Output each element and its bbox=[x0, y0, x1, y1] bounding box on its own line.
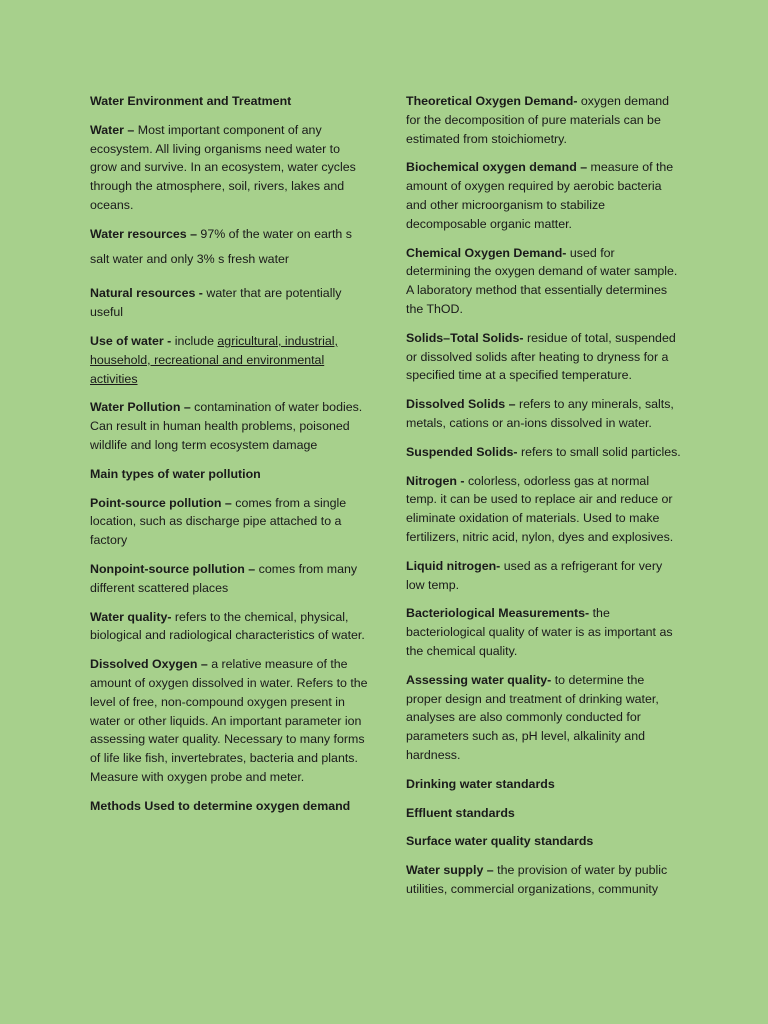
entry-bod bbox=[406, 158, 682, 233]
term-water-resources: Water resources – bbox=[90, 226, 197, 241]
term-nitrogen: Nitrogen - bbox=[406, 473, 465, 488]
entry-water bbox=[90, 121, 370, 215]
term-water-supply: Water supply – bbox=[406, 863, 494, 878]
def-water-supply: the provision of water by public utilities, commercial organizations, community bbox=[406, 863, 668, 896]
def-nitrogen: colorless, odorless gas at normal temp. it can be used to replace air and reduce or eliminate oxidation of materials. Used to make fertilizers, nitric acid, nylon, dyes and explosives. bbox=[406, 473, 674, 544]
term-water-pollution: Water Pollution – bbox=[90, 400, 191, 415]
term-use-of-water: Use of water - bbox=[90, 333, 172, 348]
def-liquid-nitrogen: used as a refrigerant for very low temp. bbox=[406, 558, 663, 592]
entry-water-resources-cont bbox=[90, 250, 370, 269]
def-use-of-water-underlined: agricultural, industrial, household, recreational and environmental activities bbox=[90, 333, 338, 386]
term-dissolved-oxygen: Dissolved Oxygen – bbox=[90, 657, 208, 672]
entry-suspended-solids bbox=[406, 443, 682, 462]
def-point-source: comes from a single location, such as discharge pipe attached to a factory bbox=[90, 495, 347, 548]
entry-bacteriological bbox=[406, 604, 682, 660]
entry-assessing-quality bbox=[406, 671, 682, 765]
term-water-quality: Water quality- bbox=[90, 609, 172, 624]
entry-water-resources bbox=[90, 225, 370, 244]
entry-natural-resources bbox=[90, 284, 370, 322]
term-suspended-solids: Suspended Solids- bbox=[406, 444, 518, 459]
def-dissolved-oxygen: a relative measure of the amount of oxygen dissolved in water. Refers to the level of free, non-compound oxygen present in water or other liquids. An important parameter ion assessing water quality. Necessary to many forms of life like fish, invertebrates, bacteria and plants. Measure with oxygen probe and meter. bbox=[90, 657, 368, 784]
def-total-solids: residue of total, suspended or dissolved solids after heating to dryness for a specified time at a specified temperature. bbox=[406, 330, 676, 383]
right-column bbox=[406, 92, 682, 909]
entry-thod bbox=[406, 92, 682, 148]
heading-main-types: Main types of water pollution bbox=[90, 466, 261, 481]
entry-point-source bbox=[90, 494, 370, 550]
heading-methods: Methods Used to determine oxygen demand bbox=[90, 798, 351, 813]
entry-nonpoint-source bbox=[90, 560, 370, 598]
entry-water-supply bbox=[406, 861, 682, 899]
left-column bbox=[90, 92, 370, 826]
term-thod: Theoretical Oxygen Demand- bbox=[406, 94, 578, 108]
term-total-solids: Solids–Total Solids- bbox=[406, 330, 524, 345]
def-bacteriological: the bacteriological quality of water is as important as the chemical quality. bbox=[406, 606, 673, 658]
term-bod: Biochemical oxygen demand – bbox=[406, 160, 588, 175]
def-water-quality: refers to the chemical, physical, biological and radiological characteristics of water. bbox=[90, 609, 365, 643]
term-nonpoint-source: Nonpoint-source pollution – bbox=[90, 561, 256, 576]
entry-water-pollution bbox=[90, 398, 370, 454]
def-nonpoint-source: comes from many different scattered places bbox=[90, 561, 358, 595]
def-water-resources-cont: salt water and only 3% s fresh water bbox=[90, 251, 290, 266]
def-suspended-solids: refers to small solid particles. bbox=[517, 444, 681, 459]
entry-use-of-water bbox=[90, 332, 370, 388]
term-dissolved-solids: Dissolved Solids – bbox=[406, 397, 516, 412]
def-thod: oxygen demand for the decomposition of pure materials can be estimated from stoichiometry. bbox=[406, 94, 670, 146]
term-cod: Chemical Oxygen Demand- bbox=[406, 245, 567, 260]
heading-drinking-standards: Drinking water standards bbox=[406, 776, 555, 791]
def-natural-resources: water that are potentially useful bbox=[90, 286, 342, 320]
term-point-source: Point-source pollution – bbox=[90, 495, 232, 510]
term-water: Water – bbox=[90, 122, 135, 137]
term-liquid-nitrogen: Liquid nitrogen- bbox=[406, 558, 501, 573]
def-bod: measure of the amount of oxygen required by aerobic bacteria and other microorganism to stabilize decomposable organic matter. bbox=[406, 160, 674, 231]
def-cod: used for determining the oxygen demand of water sample. A laboratory method that essentially determines the ThOD. bbox=[406, 245, 678, 316]
entry-water-quality bbox=[90, 608, 370, 646]
term-natural-resources: Natural resources - bbox=[90, 286, 203, 301]
entry-liquid-nitrogen bbox=[406, 557, 682, 595]
heading-effluent-standards: Effluent standards bbox=[406, 805, 515, 820]
heading-surface-standards: Surface water quality standards bbox=[406, 834, 594, 849]
entry-nitrogen bbox=[406, 472, 682, 547]
def-dissolved-solids: refers to any minerals, salts, metals, cations or an-ions dissolved in water. bbox=[406, 397, 674, 430]
entry-total-solids bbox=[406, 329, 682, 385]
entry-dissolved-solids bbox=[406, 395, 682, 433]
def-water-resources: 97% of the water on earth s bbox=[196, 226, 352, 241]
term-assessing-quality: Assessing water quality- bbox=[406, 672, 552, 687]
term-bacteriological: Bacteriological Measurements- bbox=[406, 606, 590, 621]
entry-dissolved-oxygen bbox=[90, 655, 370, 787]
entry-cod bbox=[406, 244, 682, 319]
def-water: Most important component of any ecosystem. All living organisms need water to grow and survive. In an ecosystem, water cycles through the atmosphere, soil, rivers, lakes and oceans. bbox=[90, 122, 356, 212]
def-assessing-quality: to determine the proper design and treatment of drinking water, analyses are also commonly conducted for parameters such as, pH level, alkalinity and hardness. bbox=[406, 672, 659, 762]
def-use-of-water: include bbox=[171, 333, 218, 348]
document-title: Water Environment and Treatment bbox=[90, 94, 292, 108]
def-water-pollution: contamination of water bodies. Can result in human health problems, poisoned wildlife and long term ecosystem damage bbox=[90, 400, 363, 452]
